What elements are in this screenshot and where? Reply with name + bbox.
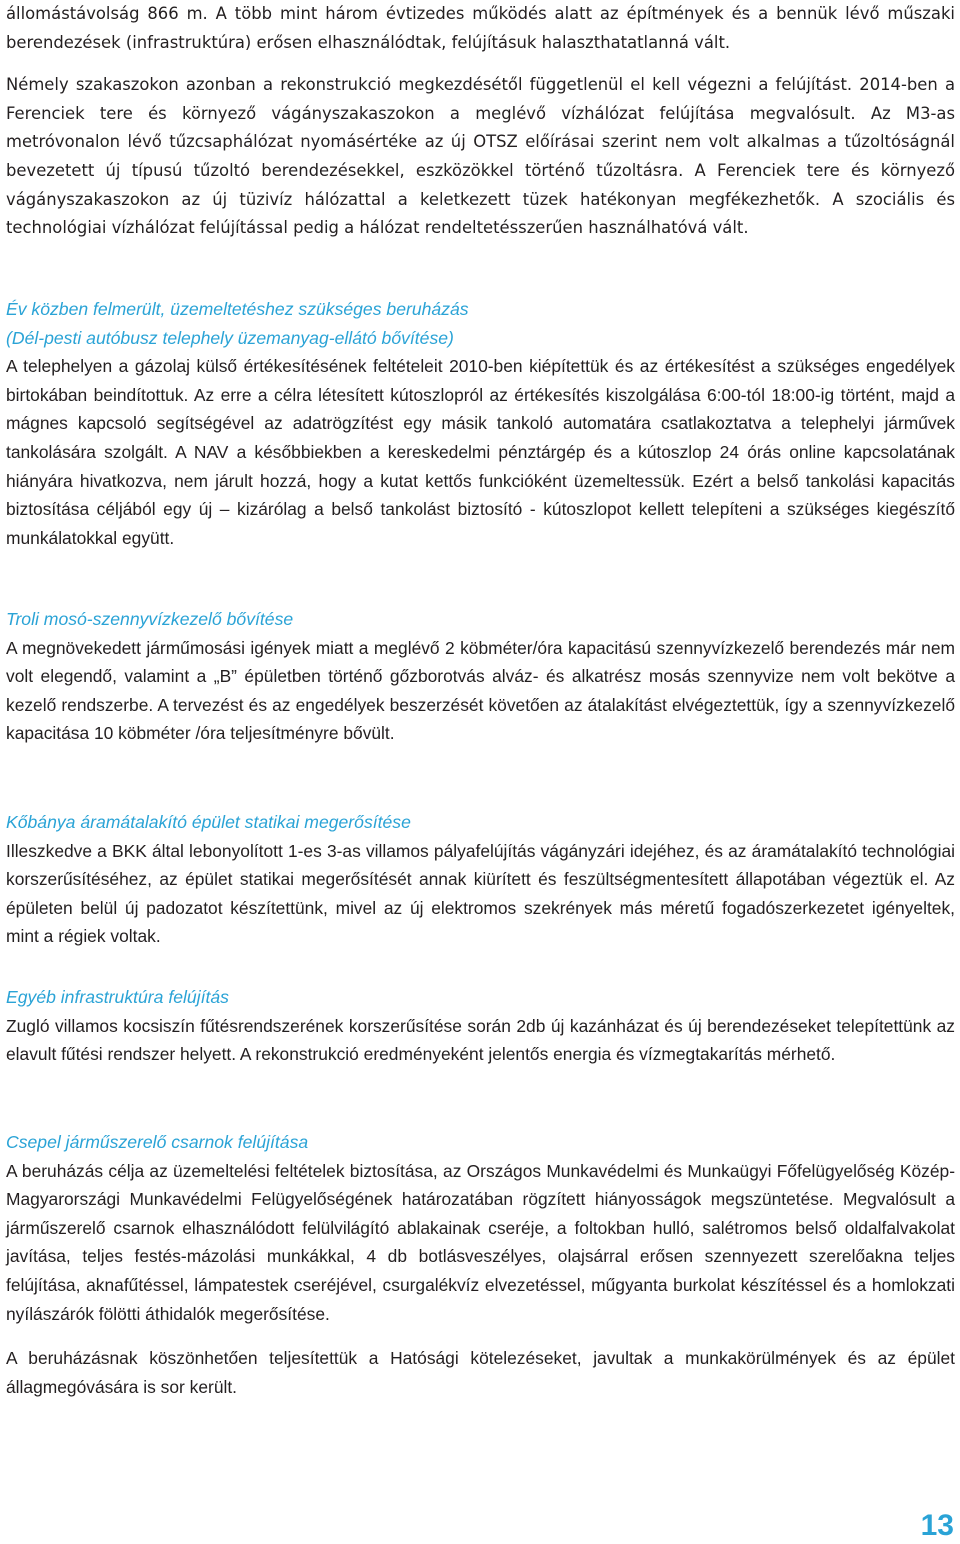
section-body: A telephelyen a gázolaj külső értékesítésének feltételeit 2010-ben kiépítettük és az értékesítést a szükséges engedélyek birtokában beindítottuk. Az erre a célra létesített kútoszlopról az értékesítés kiszolgálása 6:00-tól 18:00-ig történt, majd a mágnes kapcsoló segítségével az adatrögzítést egy másik tankoló automatára csatlakoztatva a telephelyi járművek tankolására szolgált. A NAV a későbbiekben a kereskedelmi pénztárgép és a kútoszlop 24 órás online kapcsolatának hiányára hivatkozva, nem járult hozzá, hogy a kutat kettős funkcióként üzemeltessük. Ezért a belső tankolási kapacitás biztosítása céljából egy új – kizárólag a belső tankolást biztosító - kútoszlopot kellett telepíteni a szükséges kiegészítő munkálatokkal együtt. xyxy=(6,356,955,548)
section-title: Csepel járműszerelő csarnok felújítása xyxy=(6,1132,309,1152)
intro-paragraph-1: állomástávolság 866 m. A több mint három évtizedes működés alatt az építmények és a bennük lévő műszaki berendezések (infrastruktúra) erősen elhasználódtak, felújításuk halaszthatatlanná vált. xyxy=(6,4,955,52)
intro-block xyxy=(6,0,955,243)
section-body-closing: A beruházásnak köszönhetően teljesítettük a Hatósági kötelezéseket, javultak a munkakörülmények és az épület állagmegóvására is sor került. xyxy=(6,1348,955,1397)
section-kobanya-building xyxy=(6,808,955,951)
section-body: Zugló villamos kocsiszín fűtésrendszerének korszerűsítése során 2db új kazánházat és új berendezéseket telepítettünk az elavult fűtési rendszer helyett. A rekonstrukció eredményeként jelentős energia és vízmegtakarítás mérhető. xyxy=(6,1015,955,1065)
section-fuel-supply xyxy=(6,295,955,552)
section-csepel-hall xyxy=(6,1128,955,1401)
section-body: A beruházás célja az üzemeltelési feltételek biztosítása, az Országos Munkavédelmi és Munkaügyi Főfelügyelőség Közép-Magyarországi Munkavédelmi Felügyelőségének határozatában rögzített hiányosságok megszüntetése. Megvalósult a járműszerelő csarnok elhasználódott felülvilágító ablakainak cseréje, a foltokban hulló, salétromos belső oldalfalvakolat javítása, teljes festés-mázolási munkákkal, 4 db botlásveszélyes, olajsárral erősen szennyezett szerelőakna teljes felújítása, aknafűtéssel, lámpatestek cseréjével, csurgalékvíz elvezetéssel, műgyanta burkolat készítéssel és a homlokzati nyílászárók fölötti áthidalók megerősítése. xyxy=(6,1160,955,1324)
intro-paragraph-2: Némely szakaszokon azonban a rekonstrukció megkezdésétől függetlenül el kell végezni a felújítást. 2014-ben a Ferenciek tere és környező vágányszakaszokon a meglévő vízhálózat felújítása megvalósult. Az M3-as metróvonalon lévő tűzcsaphálózat nyomásértéke az új OTSZ előírásai szerint nem volt alkalmas a tűzoltóságnál bevezetett új típusú tűzoltó berendezésekkel, eszközökkel történő tűzoltásra. A Ferenciek tere és környező vágányszakaszokon az új tüzivíz hálózattal a keletkezett tüzek hatékonyan megfékezhetők. A szociális és technológiai vízhálózat felújítással pedig a hálózat rendeltetésszerűen használhatóvá vált. xyxy=(6,75,955,238)
section-title: Év közben felmerült, üzemeltetéshez szükséges beruházás xyxy=(6,299,469,319)
section-other-infrastructure xyxy=(6,983,955,1069)
section-subtitle: (Dél-pesti autóbusz telephely üzemanyag-ellátó bővítése) xyxy=(6,327,454,348)
section-trolley-wash xyxy=(6,605,955,748)
section-body: Illeszkedve a BKK által lebonyolított 1-es 3-as villamos pályafelújítás vágányzári idejéhez, és az áramátalakító technológiai korszerűsítéséhez, az épület statikai megerősítését annak kiürített és feszültségmentesített állapotában végeztük el. Az épületen belül új padozatot készítettünk, mivel az új elektromos szekrények más méretű fogadószerkezetet igényeltek, mint a régiek voltak. xyxy=(6,840,955,947)
section-title: Kőbánya áramátalakító épület statikai megerősítése xyxy=(6,812,411,832)
section-body: A megnövekedett járműmosási igények miatt a meglévő 2 köbméter/óra kapacitású szennyvízkezelő berendezés már nem volt elegendő, valamint a „B” épületben történő gőzborotvás alváz- és alkatrész mosás szennyvize nem volt bekötve a kezelő rendszerbe. A tervezést és az engedélyek beszerzését követően az átalakítást elvégeztettük, így a szennyvízkezelő kapacitása 10 köbméter /óra teljesítményre bővült. xyxy=(6,637,955,744)
section-title: Troli mosó-szennyvízkezelő bővítése xyxy=(6,609,294,629)
page-number: 13 xyxy=(920,1509,954,1542)
section-title: Egyéb infrastruktúra felújítás xyxy=(6,987,229,1007)
